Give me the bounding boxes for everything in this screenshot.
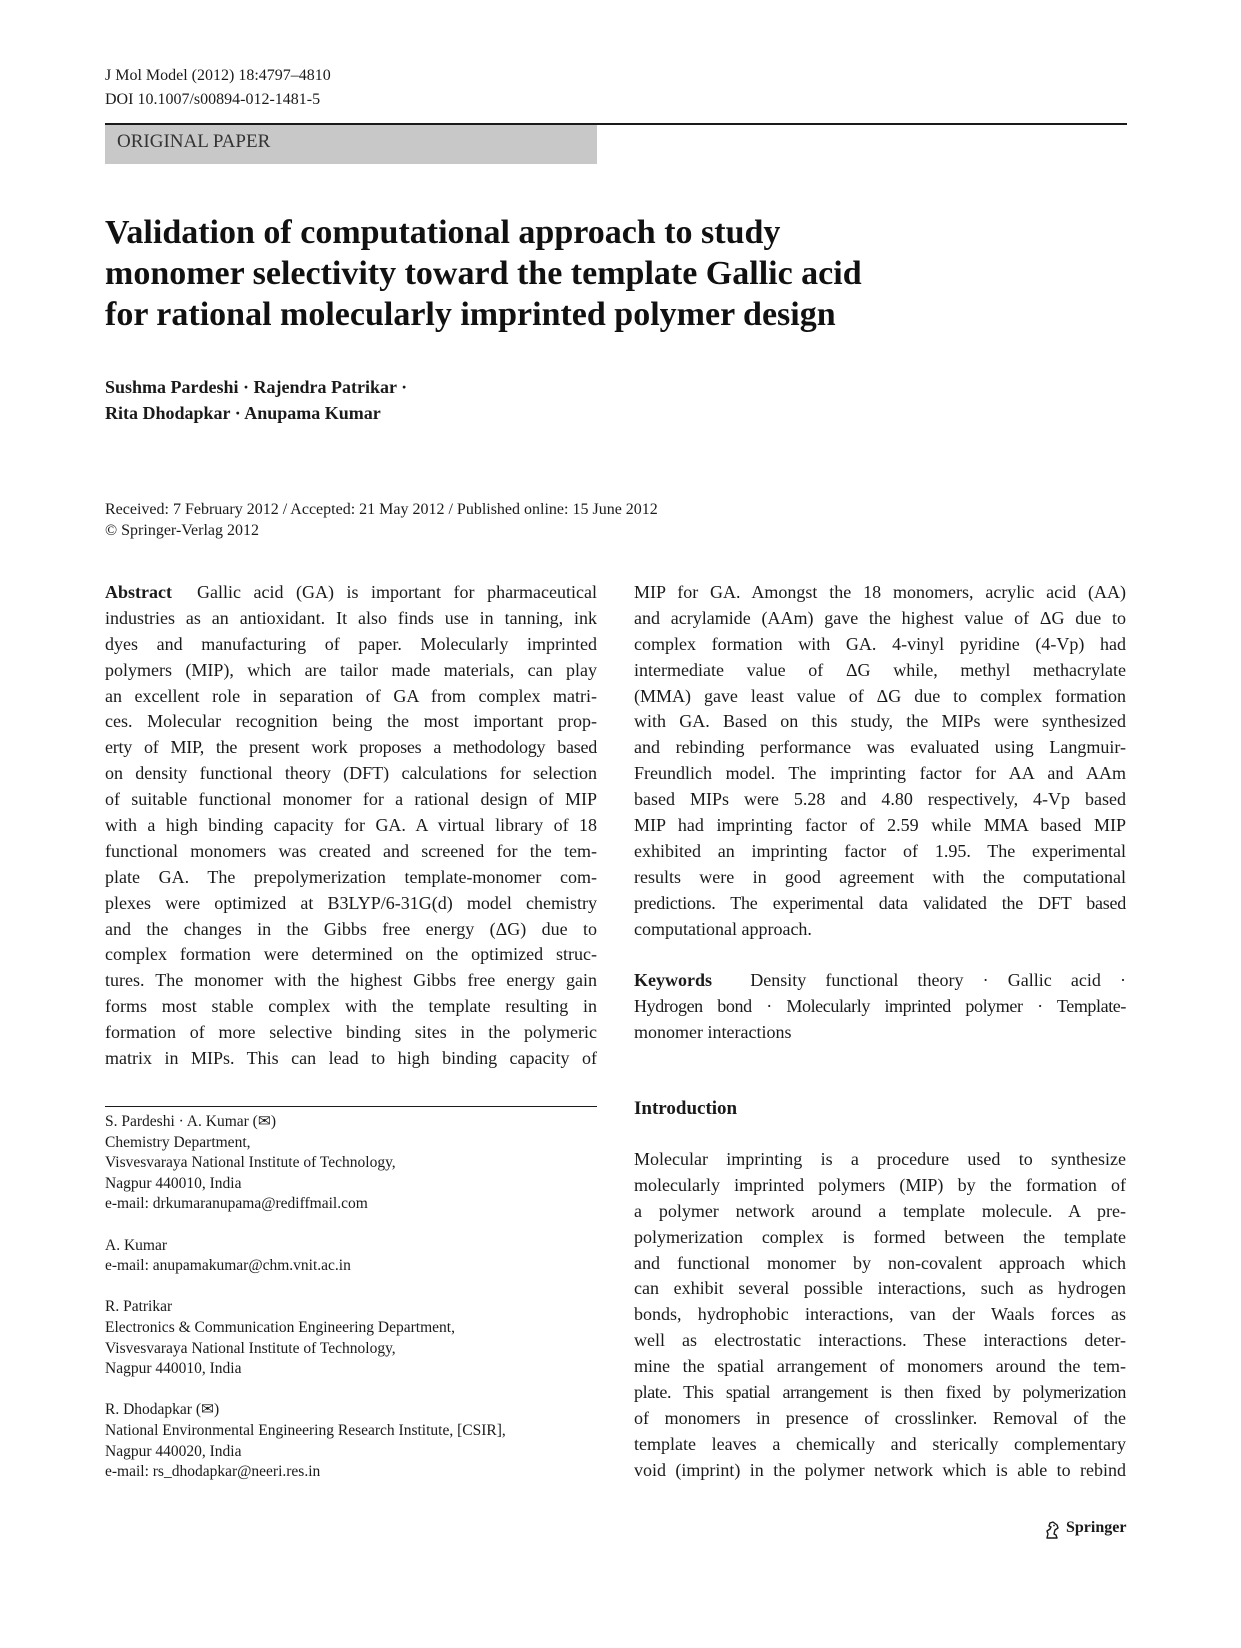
- affiliation-line: R. Patrikar: [105, 1298, 173, 1316]
- intro-line: void (imprint) in the polymer network which is able to rebind: [634, 1459, 1126, 1480]
- intro-line: Molecular imprinting is a procedure used to synthesize: [634, 1149, 1126, 1169]
- affiliation-line: Nagpur 440020, India: [105, 1442, 242, 1460]
- affiliation-line: Nagpur 440010, India: [105, 1174, 242, 1192]
- abstract-right-column: [634, 580, 1126, 1046]
- intro-line: well as electrostatic interactions. These interactions deter-: [634, 1330, 1126, 1351]
- abstract-line: and acrylamide (AAm) gave the highest value of ΔG due to: [634, 607, 1126, 628]
- intro-line: molecularly imprinted polymers (MIP) by the formation of: [634, 1174, 1126, 1195]
- abstract-line: complex formation were determined on the optimized struc-: [105, 944, 597, 965]
- abstract-line: Freundlich model. The imprinting factor for AA and AAm: [634, 763, 1126, 784]
- abstract-line: intermediate value of ΔG while, methyl methacrylate: [634, 659, 1126, 680]
- intro-line: template leaves a chemically and sterically complementary: [634, 1433, 1126, 1454]
- abstract-line: tures. The monomer with the highest Gibbs free energy gain: [105, 970, 597, 991]
- abstract-line: forms most stable complex with the template resulting in: [105, 996, 597, 1017]
- spacer-line: [634, 942, 1126, 968]
- affiliation-line: Chemistry Department,: [105, 1133, 251, 1151]
- affiliation-line: Electronics & Communication Engineering Department,: [105, 1318, 455, 1336]
- abstract-line: plate GA. The prepolymerization template-monomer com-: [105, 866, 597, 887]
- affiliation-line: National Environmental Engineering Research Institute, [CSIR],: [105, 1421, 506, 1439]
- abstract-label: Abstract: [105, 582, 172, 602]
- affiliation-email[interactable]: e-mail: rs_dhodapkar@neeri.res.in: [105, 1463, 321, 1481]
- affiliation-rule: [105, 1106, 597, 1107]
- abstract-line: polymers (MIP), which are tailor made materials, can play: [105, 659, 597, 680]
- affiliation-line: S. Pardeshi · A. Kumar (✉): [105, 1113, 276, 1130]
- abstract-line: exhibited an imprinting factor of 1.95. The experimental: [634, 840, 1126, 861]
- affiliation-block: [105, 1297, 506, 1379]
- journal-doi: DOI 10.1007/s00894-012-1481-5: [105, 91, 321, 108]
- keywords-line: monomer interactions: [634, 1022, 792, 1043]
- author-list: [105, 374, 407, 426]
- keywords-first-line: Density functional theory · Gallic acid ·: [750, 970, 1127, 991]
- abstract-line: plexes were optimized at B3LYP/6-31G(d) model chemistry: [105, 892, 597, 913]
- abstract-line: industries as an antioxidant. It also finds use in tanning, ink: [105, 607, 597, 628]
- abstract-left-column: [105, 580, 597, 1072]
- affiliation-line: Visvesvaraya National Institute of Technology,: [105, 1154, 396, 1172]
- abstract-line: an excellent role in separation of GA from complex matri-: [105, 685, 597, 706]
- abstract-line: matrix in MIPs. This can lead to high binding capacity of: [105, 1048, 597, 1069]
- abstract-line: and rebinding performance was evaluated using Langmuir-: [634, 737, 1126, 758]
- affiliation-block: [105, 1400, 506, 1482]
- affiliation-line: R. Dhodapkar (✉): [105, 1401, 220, 1419]
- abstract-line: with GA. Based on this study, the MIPs were synthesized: [634, 711, 1126, 732]
- abstract-line: formation of more selective binding sites in the polymeric: [105, 1022, 597, 1043]
- affiliation-block: [105, 1112, 506, 1215]
- title-line: for rational molecularly imprinted polymer design: [105, 296, 836, 333]
- intro-line: of monomers in presence of crosslinker. Removal of the: [634, 1407, 1126, 1428]
- publication-dates: [105, 499, 658, 541]
- intro-line: bonds, hydrophobic interactions, van der Waals forces as: [634, 1304, 1126, 1325]
- abstract-line: with a high binding capacity for GA. A virtual library of 18: [105, 815, 597, 836]
- paper-title: [105, 212, 1005, 335]
- abstract-line: MIP for GA. Amongst the 18 monomers, acrylic acid (AA): [634, 582, 1126, 602]
- keywords-line: [634, 968, 1126, 994]
- author-line: Sushma Pardeshi · Rajendra Patrikar ·: [105, 377, 408, 397]
- abstract-line: on density functional theory (DFT) calculations for selection: [105, 763, 597, 784]
- introduction-body: [634, 1147, 1126, 1484]
- abstract-line: results were in good agreement with the computational: [634, 866, 1126, 887]
- abstract-line: predictions. The experimental data validated the DFT based: [634, 892, 1126, 913]
- keywords-line: Hydrogen bond · Molecularly imprinted polymer · Template-: [634, 996, 1126, 1017]
- title-line: Validation of computational approach to study: [105, 214, 781, 251]
- abstract-line: (MMA) gave least value of ΔG due to complex formation: [634, 685, 1126, 706]
- abstract-line: dyes and manufacturing of paper. Molecularly imprinted: [105, 633, 597, 654]
- abstract-line: ces. Molecular recognition being the most important prop-: [105, 711, 597, 732]
- affiliation-email[interactable]: e-mail: anupamakumar@chm.vnit.ac.in: [105, 1257, 351, 1275]
- affiliation-line: A. Kumar: [105, 1236, 167, 1254]
- abstract-line: and the changes in the Gibbs free energy (ΔG) due to: [105, 918, 597, 939]
- date-history: Received: 7 February 2012 / Accepted: 21 May 2012 / Published online: 15 June 2012: [105, 501, 658, 518]
- intro-line: polymerization complex is formed between the template: [634, 1226, 1126, 1247]
- abstract-first-line: Gallic acid (GA) is important for pharmaceutical: [197, 582, 597, 602]
- intro-line: can exhibit several possible interactions, such as hydrogen: [634, 1278, 1126, 1299]
- abstract-line: [105, 580, 597, 606]
- abstract-line: of suitable functional monomer for a rational design of MIP: [105, 789, 597, 810]
- abstract-line: erty of MIP, the present work proposes a methodology based: [105, 737, 597, 758]
- intro-line: plate. This spatial arrangement is then fixed by polymerization: [634, 1382, 1126, 1403]
- abstract-line: complex formation with GA. 4-vinyl pyridine (4-Vp) had: [634, 633, 1126, 654]
- introduction-heading: Introduction: [634, 1098, 738, 1119]
- affiliation-block: [105, 1236, 506, 1277]
- abstract-line: based MIPs were 5.28 and 4.80 respectively, 4-Vp based: [634, 789, 1126, 810]
- journal-citation: J Mol Model (2012) 18:4797–4810: [105, 67, 331, 84]
- affiliation-line: Nagpur 440010, India: [105, 1360, 242, 1378]
- journal-header: [105, 64, 331, 112]
- springer-knight-icon: [1042, 1520, 1062, 1540]
- affiliation-line: Visvesvaraya National Institute of Technology,: [105, 1339, 396, 1357]
- affiliations: [105, 1112, 506, 1503]
- abstract-line: MIP had imprinting factor of 2.59 while MMA based MIP: [634, 815, 1126, 836]
- keywords-label: Keywords: [634, 970, 712, 991]
- author-line: Rita Dhodapkar · Anupama Kumar: [105, 403, 381, 423]
- abstract-line: functional monomers was created and screened for the tem-: [105, 840, 597, 861]
- copyright-line: © Springer-Verlag 2012: [105, 522, 260, 539]
- publisher-name: Springer: [1066, 1519, 1127, 1536]
- section-label: ORIGINAL PAPER: [105, 125, 597, 164]
- intro-line: mine the spatial arrangement of monomers around the tem-: [634, 1356, 1126, 1377]
- intro-line: and functional monomer by non-covalent approach which: [634, 1252, 1126, 1273]
- title-line: monomer selectivity toward the template Gallic acid: [105, 255, 862, 292]
- intro-line: a polymer network around a template molecule. A pre-: [634, 1200, 1126, 1221]
- affiliation-email[interactable]: e-mail: drkumaranupama@rediffmail.com: [105, 1195, 368, 1213]
- abstract-line: computational approach.: [634, 918, 812, 939]
